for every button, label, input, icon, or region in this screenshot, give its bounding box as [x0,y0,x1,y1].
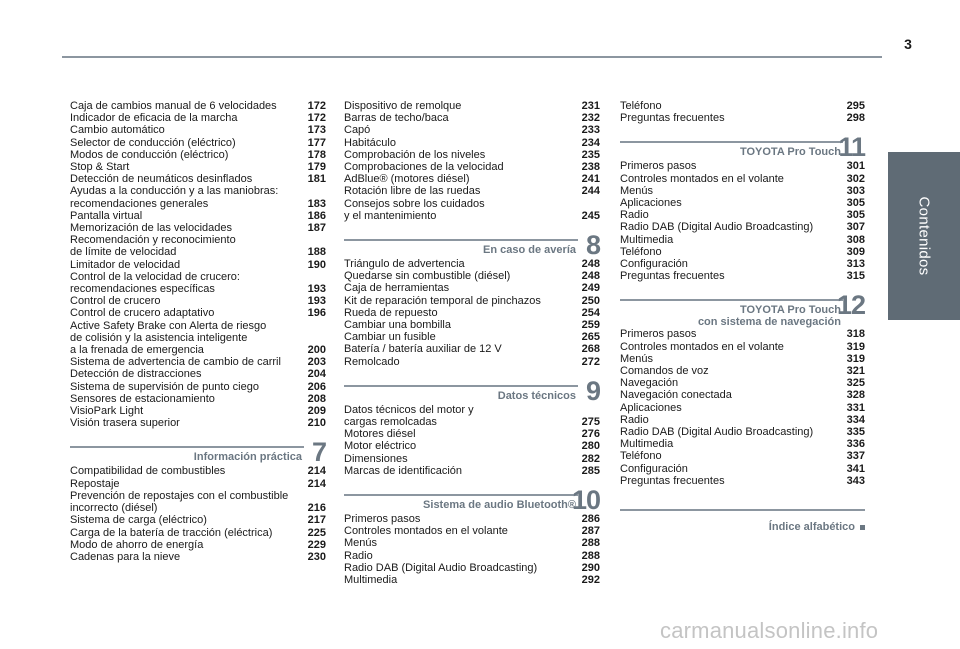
section-number: 7 [311,437,326,468]
toc-entry-page: 238 [581,161,600,174]
toc-entry-page: 193 [307,283,326,296]
toc-entry-page: 188 [307,246,326,259]
section-title[interactable]: TOYOTA Pro Touch [739,146,841,159]
toc-entry[interactable] [344,465,600,477]
toc-entry-title: Detección de distracciones [70,368,202,381]
section-number: 8 [585,230,600,261]
toc-entry-page: 203 [307,356,326,369]
toc-entry-page: 282 [581,452,600,465]
section-header [344,485,600,516]
toc-entry[interactable] [70,100,326,112]
toc-entry[interactable] [70,185,326,209]
toc-entry-page: 319 [846,352,865,365]
toc-entry-title: Comandos de voz [620,365,709,378]
toc-entry[interactable] [70,527,326,539]
toc-entry-page: 280 [581,440,600,453]
section-number: 12 [836,290,865,321]
toc-entry-page: 225 [307,526,326,539]
toc-entry-title: Motores diésel [344,428,416,441]
toc-entry-page: 285 [581,464,600,477]
toc-entry-title: AdBlue® (motores diésel) [344,173,470,186]
toc-entry-title: Menús [620,184,654,197]
toc-entry-page: 250 [581,294,600,307]
toc-entry-page: 307 [846,221,865,234]
toc-entry[interactable] [70,478,326,490]
toc-entry-page: 343 [846,474,865,487]
toc-entry-title: Rueda de repuesto [344,306,438,319]
index-label-wrap [769,521,865,533]
toc-entry-page: 286 [581,513,600,526]
toc-entry-title: Caja de herramientas [344,282,450,295]
toc-entry[interactable] [70,124,326,136]
toc-entry[interactable] [620,365,865,377]
section-header [344,230,600,261]
toc-entry-title: Barras de techo/baca [344,112,449,125]
section-header [70,437,326,468]
toc-entry-title: Triángulo de advertencia [344,258,465,271]
toc-entry[interactable] [344,562,600,574]
toc-entry-page: 318 [846,328,865,341]
toc-entry[interactable] [344,173,600,185]
toc-entry-page: 178 [307,148,326,161]
toc-entry-page: 328 [846,389,865,402]
toc-entry[interactable] [70,405,326,417]
toc-entry-title: Repostaje [70,477,120,490]
toc-entry-title: Datos técnicos del motor y cargas remolcadas [344,403,474,429]
toc-entry-title: Capó [344,124,371,137]
toc-entry-page: 177 [307,136,326,149]
toc-entry-page: 190 [307,258,326,271]
toc-entry[interactable] [620,270,865,282]
toc-entry-title: Rotación libre de las ruedas [344,185,481,198]
toc-entry[interactable] [70,320,326,357]
toc-entry-title: Cambiar una bombilla [344,319,451,332]
toc-entry-page: 196 [307,307,326,320]
toc-entry-title: Kit de reparación temporal de pinchazos [344,294,541,307]
toc-entry-title: Motor eléctrico [344,440,417,453]
toc-entry-page: 341 [846,462,865,475]
toc-entry-page: 298 [846,112,865,125]
toc-entry[interactable] [70,112,326,124]
toc-entry-title: Recomendación y reconocimiento de límite de velocidad [70,234,236,259]
section-title[interactable]: En caso de avería [483,244,576,257]
toc-entry-page: 276 [581,428,600,441]
alphabetical-index-link[interactable] [620,509,865,539]
section-number: 11 [838,132,865,163]
toc-column-1 [70,100,326,563]
toc-entry-title: Menús [344,537,378,550]
toc-entry[interactable] [344,112,600,124]
toc-entry-title: Menús [620,352,654,365]
toc-entry-page: 287 [581,525,600,538]
toc-entry-title: Sistema de supervisión de punto ciego [70,380,259,393]
toc-entry[interactable] [344,307,600,319]
toc-entry-page: 200 [307,344,326,357]
toc-entry-page: 308 [846,233,865,246]
toc-entry-title: Carga de la batería de tracción (eléctrica) [70,526,273,539]
toc-entry-title: Sistema de carga (eléctrico) [70,514,207,527]
toc-entry-page: 325 [846,377,865,390]
toc-entry-title: Primeros pasos [344,513,421,526]
toc-entry[interactable] [70,393,326,405]
toc-entry-title: Preguntas frecuentes [620,112,725,125]
toc-entry-title: Radio [620,413,649,426]
toc-entry[interactable] [344,550,600,562]
toc-entry-page: 209 [307,405,326,418]
toc-entry-page: 214 [307,477,326,490]
toc-entry-title: Multimedia [344,574,398,587]
toc-entry[interactable] [344,453,600,465]
toc-entry[interactable] [70,173,326,185]
toc-entry-title: Modo de ahorro de energía [70,538,204,551]
toc-entry-page: 233 [581,124,600,137]
toc-entry-page: 235 [581,148,600,161]
section-title[interactable]: TOYOTA Pro Touch [739,304,841,317]
toc-entry-title: Control de la velocidad de crucero: recomendaciones específicas [70,270,240,296]
toc-entry-page: 181 [307,173,326,186]
toc-entry-page: 204 [307,368,326,381]
toc-entry-page: 321 [846,365,865,378]
toc-entry[interactable] [70,539,326,551]
index-label: Índice alfabético [768,521,855,534]
toc-entry-page: 248 [581,270,600,283]
toc-entry[interactable] [620,100,865,112]
toc-entry[interactable] [620,341,865,353]
toc-entry-page: 259 [581,319,600,332]
toc-entry-title: Teléfono [620,450,662,463]
toc-entry-page: 244 [581,185,600,198]
section-number: 10 [571,485,600,516]
toc-entry-title: Remolcado [344,355,400,368]
section-title[interactable]: Información práctica [193,451,302,464]
toc-entry-title: Radio [344,549,373,562]
toc-column-2 [344,100,600,586]
toc-entry-title: Sistema de advertencia de cambio de carril [70,356,281,369]
toc-entry[interactable] [344,282,600,294]
toc-entry-page: 315 [846,270,865,283]
toc-entry[interactable] [620,414,865,426]
toc-entry-title: Comprobaciones de la velocidad [344,161,504,174]
square-bullet-icon [860,525,865,530]
toc-entry[interactable] [344,343,600,355]
toc-entry-page: 248 [581,258,600,271]
toc-entry-title: VisioPark Light [70,405,144,418]
toc-entry[interactable] [344,295,600,307]
toc-entry-title: Radio DAB (Digital Audio Broadcasting) [344,561,538,574]
watermark: carmanualsonline.info [660,618,879,643]
toc-entry-title: Radio DAB (Digital Audio Broadcasting) [620,426,814,439]
toc-entry-page: 319 [846,340,865,353]
toc-entry-title: Modos de conducción (eléctrico) [70,148,229,161]
toc-entry-page: 265 [581,331,600,344]
toc-entry-page: 302 [846,172,865,185]
header-rule [62,56,882,58]
toc-entry[interactable] [620,160,865,172]
toc-entry-page: 231 [581,100,600,112]
toc-entry-page: 288 [581,537,600,550]
toc-entry-title: Control de crucero [70,295,161,308]
section-rule [70,446,304,448]
toc-entry[interactable] [620,463,865,475]
toc-entry-page: 186 [307,209,326,222]
toc-entry[interactable] [70,149,326,161]
toc-entry-title: Preguntas frecuentes [620,474,725,487]
toc-entry-title: Cambiar un fusible [344,331,436,344]
toc-entry-page: 288 [581,549,600,562]
section-number: 9 [585,375,600,406]
toc-entry[interactable] [620,112,865,124]
toc-entry-page: 301 [846,160,865,173]
toc-entry-page: 254 [581,306,600,319]
toc-entry[interactable] [620,426,865,438]
contents-tab-label: Contenidos [915,196,933,276]
toc-entry-page: 183 [307,197,326,210]
toc-entry-title: Detección de neumáticos desinflados [70,173,253,186]
toc-entry-title: Configuración [620,258,688,271]
toc-entry[interactable] [620,328,865,340]
toc-entry-page: 335 [846,426,865,439]
toc-entry-page: 187 [307,222,326,235]
index-rule [620,509,865,511]
toc-entry-page: 305 [846,197,865,210]
toc-entry-title: Compatibilidad de combustibles [70,465,226,478]
toc-entry[interactable] [344,185,600,197]
toc-entry-page: 313 [846,258,865,271]
toc-entry-title: Visión trasera superior [70,417,180,430]
toc-entry-title: Marcas de identificación [344,464,463,477]
toc-entry-title: Multimedia [620,233,674,246]
toc-entry-page: 172 [307,112,326,125]
toc-entry-title: Aplicaciones [620,197,682,210]
toc-entry[interactable] [620,185,865,197]
toc-entry-page: 173 [307,124,326,137]
toc-entry[interactable] [344,537,600,549]
toc-entry-title: Preguntas frecuentes [620,270,725,283]
toc-entry-title: Radio [620,209,649,222]
toc-entry-title: Ayudas a la conducción y a las maniobras: recomendaciones generales [70,185,279,210]
toc-entry[interactable] [70,551,326,563]
section-header [620,132,865,163]
toc-entry[interactable] [344,124,600,136]
toc-entry[interactable] [70,490,326,514]
toc-entry[interactable] [70,381,326,393]
toc-entry-page: 337 [846,450,865,463]
toc-entry-title: Aplicaciones [620,401,682,414]
toc-entry[interactable] [70,514,326,526]
toc-entry-title: Prevención de repostajes con el combustible incorrecto (diésel) [70,489,289,515]
toc-entry[interactable] [70,210,326,222]
toc-entry-title: Teléfono [620,245,662,258]
toc-entry-title: Navegación [620,377,679,390]
toc-entry-page: 230 [307,550,326,563]
toc-entry-page: 217 [307,514,326,527]
toc-entry-page: 295 [846,100,865,112]
toc-entry[interactable] [344,198,600,222]
toc-entry-page: 172 [307,100,326,112]
toc-entry-page: 268 [581,343,600,356]
toc-entry-title: Comprobación de los niveles [344,148,486,161]
toc-entry-title: Dispositivo de remolque [344,100,462,112]
toc-entry-page: 309 [846,245,865,258]
toc-entry-title: Active Safety Brake con Alerta de riesgo de colisión y la asistencia inteligente a la frenada de emergencia [70,319,267,357]
toc-entry[interactable] [620,246,865,258]
toc-entry[interactable] [344,161,600,173]
toc-entry[interactable] [620,389,865,401]
section-rule [344,239,578,241]
toc-entry-page: 334 [846,413,865,426]
toc-entry[interactable] [620,353,865,365]
toc-column-3 [620,100,865,539]
toc-entry[interactable] [70,417,326,429]
toc-entry-title: Selector de conducción (eléctrico) [70,136,236,149]
toc-entry[interactable] [70,234,326,258]
toc-entry[interactable] [344,356,600,368]
toc-entry-page: 193 [307,295,326,308]
toc-entry[interactable] [344,440,600,452]
toc-entry[interactable] [620,475,865,487]
toc-entry[interactable] [70,465,326,477]
toc-entry-page: 305 [846,209,865,222]
toc-entry-title: Indicador de eficacia de la marcha [70,112,238,125]
toc-entry-page: 290 [581,561,600,574]
page-number: 3 [904,36,912,52]
toc-entry[interactable] [344,404,600,428]
toc-entry[interactable] [620,377,865,389]
toc-entry-title: Controles montados en el volante [620,340,784,353]
section-header [344,375,600,406]
toc-entry-title: Configuración [620,462,688,475]
section-rule [620,141,843,143]
toc-entry[interactable] [344,100,600,112]
section-title[interactable]: Sistema de audio Bluetooth® [423,499,576,512]
toc-entry-page: 229 [307,538,326,551]
toc-entry-title: Primeros pasos [620,160,697,173]
toc-entry-title: Dimensiones [344,452,408,465]
toc-entry[interactable] [70,271,326,295]
toc-entry-page: 208 [307,392,326,405]
toc-entry[interactable] [70,307,326,319]
toc-entry[interactable] [620,197,865,209]
toc-entry-title: Multimedia [620,438,674,451]
toc-entry-title: Cadenas para la nieve [70,550,181,563]
toc-entry-title: Stop & Start [70,161,130,174]
toc-entry-title: Sensores de estacionamiento [70,392,215,405]
toc-entry-title: Navegación conectada [620,389,732,402]
toc-entry-page: 234 [581,136,600,149]
toc-entry-title: Primeros pasos [620,328,697,341]
toc-entry-title: Batería / batería auxiliar de 12 V [344,343,502,356]
toc-entry-page: 216 [307,502,326,515]
toc-entry-page: 249 [581,282,600,295]
toc-entry[interactable] [620,173,865,185]
toc-entry-page: 232 [581,112,600,125]
section-rule [344,385,578,387]
toc-entry-page: 206 [307,380,326,393]
toc-entry-title: Radio DAB (Digital Audio Broadcasting) [620,221,814,234]
toc-entry-page: 179 [307,161,326,174]
section-title[interactable]: Datos técnicos [497,389,576,402]
toc-entry-page: 272 [581,355,600,368]
toc-entry-title: Cambio automático [70,124,165,137]
toc-entry[interactable] [70,137,326,149]
toc-entry-title: Habitáculo [344,136,396,149]
section-rule [344,494,578,496]
toc-entry[interactable] [344,270,600,282]
toc-entry-page: 331 [846,401,865,414]
toc-entry[interactable] [620,258,865,270]
toc-entry[interactable] [344,319,600,331]
toc-entry-page: 336 [846,438,865,451]
toc-entry[interactable] [70,161,326,173]
toc-entry-page: 241 [581,173,600,186]
toc-entry-title: Controles montados en el volante [620,172,784,185]
toc-entry[interactable] [344,574,600,586]
toc-entry-title: Quedarse sin combustible (diésel) [344,270,511,283]
toc-entry-title: Caja de cambios manual de 6 velocidades [70,100,277,112]
toc-entry[interactable] [344,428,600,440]
toc-entry[interactable] [620,209,865,221]
toc-entry[interactable] [620,402,865,414]
toc-entry[interactable] [344,137,600,149]
toc-entry-title: Teléfono [620,100,662,112]
toc-entry[interactable] [344,525,600,537]
toc-entry-title: Control de crucero adaptativo [70,307,215,320]
toc-entry[interactable] [344,258,600,270]
toc-entry[interactable] [70,356,326,368]
toc-entry[interactable] [70,259,326,271]
toc-entry-page: 275 [581,416,600,429]
toc-entry[interactable] [620,234,865,246]
toc-entry[interactable] [620,450,865,462]
toc-entry[interactable] [344,331,600,343]
section-rule [620,299,843,301]
toc-entry[interactable] [344,149,600,161]
toc-entry[interactable] [70,368,326,380]
toc-entry[interactable] [70,222,326,234]
toc-entry-page: 303 [846,184,865,197]
section-header [620,290,865,329]
toc-entry-title: Consejos sobre los cuidados y el mantenimiento [344,197,485,222]
toc-entry-page: 214 [307,465,326,478]
toc-entry-page: 245 [581,209,600,222]
toc-entry[interactable] [70,295,326,307]
toc-entry-title: Memorización de las velocidades [70,222,233,235]
section-subtitle: con sistema de navegación [697,316,841,329]
toc-entry-page: 292 [581,574,600,587]
toc-entry-title: Pantalla virtual [70,209,143,222]
toc-entry-page: 210 [307,417,326,430]
toc-entry[interactable] [620,438,865,450]
toc-entry-title: Controles montados en el volante [344,525,508,538]
toc-entry[interactable] [344,513,600,525]
toc-entry-title: Limitador de velocidad [70,258,181,271]
toc-entry[interactable] [620,221,865,233]
